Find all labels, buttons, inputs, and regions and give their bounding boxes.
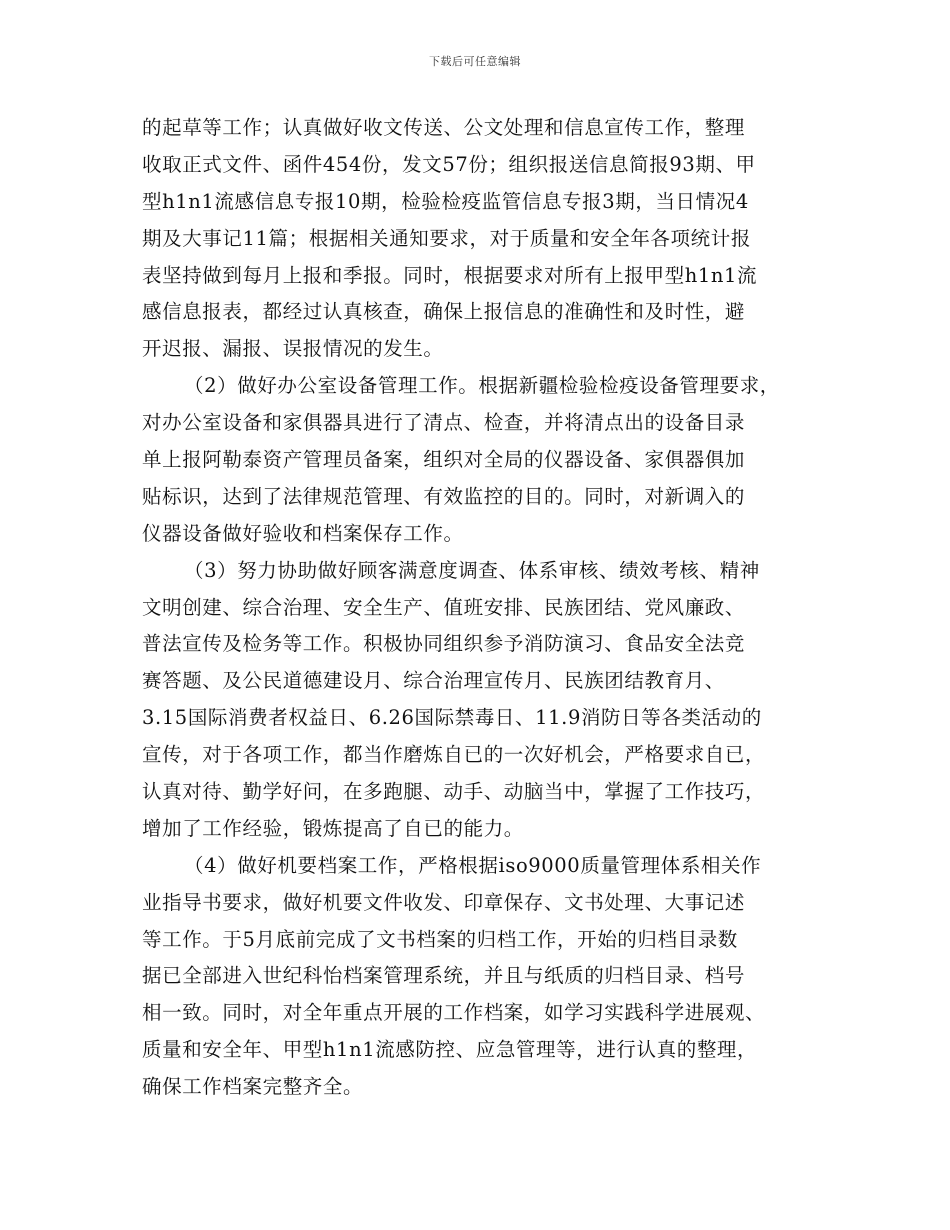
text-line: 质量和安全年、甲型h1n1流感防控、应急管理等，进行认真的整理， <box>142 1038 758 1062</box>
page-header: 下载后可任意编辑 <box>429 55 521 68</box>
document-body <box>142 110 822 1106</box>
text-line: 表坚持做到每月上报和季报。同时，根据要求对所有上报甲型h1n1流 <box>142 263 758 287</box>
text-line: 仪器设备做好验收和档案保存工作。 <box>142 521 464 545</box>
text-line: 贴标识，达到了法律规范管理、有效监控的目的。同时，对新调入的 <box>142 484 746 508</box>
text-line: 开迟报、漏报、误报情况的发生。 <box>142 337 444 361</box>
paragraph-start-line: （3）努力协助做好顾客满意度调查、体系审核、绩效考核、精神 <box>184 558 760 582</box>
paragraph-start-line: （2）做好办公室设备管理工作。根据新疆检验检疫设备管理要求， <box>184 374 780 398</box>
text-line: 3.15国际消费者权益日、6.26国际禁毒日、11.9消防日等各类活动的 <box>142 706 762 730</box>
text-line: 认真对待、勤学好问，在多跑腿、动手、动脑当中，掌握了工作技巧， <box>142 780 766 804</box>
text-line: 确保工作档案完整齐全。 <box>142 1075 364 1099</box>
text-line: 收取正式文件、函件454份，发文57份；组织报送信息简报93期、甲 <box>142 152 756 176</box>
text-line: 增加了工作经验，锻炼提高了自已的能力。 <box>142 816 524 840</box>
text-line: 等工作。于5月底前完成了文书档案的归档工作，开始的归档目录数 <box>142 927 738 951</box>
text-line: 业指导书要求，做好机要文件收发、印章保存、文书处理、大事记述 <box>142 890 746 914</box>
text-line: 型h1n1流感信息专报10期，检验检疫监管信息专报3期，当日情况4 <box>142 189 749 213</box>
text-line: 感信息报表，都经过认真核查，确保上报信息的准确性和及时性，避 <box>142 300 746 324</box>
text-line: 对办公室设备和家俱器具进行了清点、检查，并将清点出的设备目录 <box>142 411 746 435</box>
paragraph-start-line: （4）做好机要档案工作，严格根据iso9000质量管理体系相关作 <box>184 853 762 877</box>
text-line: 宣传，对于各项工作，都当作磨炼自已的一次好机会，严格要求自已， <box>142 743 766 767</box>
text-line: 的起草等工作；认真做好收文传送、公文处理和信息宣传工作，整理 <box>142 116 746 139</box>
text-line: 期及大事记11篇；根据相关通知要求，对于质量和安全年各项统计报 <box>142 226 751 250</box>
text-line: 文明创建、综合治理、安全生产、值班安排、民族团结、党风廉政、 <box>142 595 746 619</box>
text-line: 相一致。同时，对全年重点开展的工作档案，如学习实践科学进展观、 <box>142 1001 766 1025</box>
text-line: 据已全部进入世纪科怡档案管理系统，并且与纸质的归档目录、档号 <box>142 964 746 988</box>
text-line: 赛答题、及公民道德建设月、综合治理宣传月、民族团结教育月、 <box>142 669 725 693</box>
text-line: 单上报阿勒泰资产管理员备案，组织对全局的仪器设备、家俱器俱加 <box>142 448 746 472</box>
text-line: 普法宣传及检务等工作。积极协同组织参予消防演习、食品安全法竞 <box>142 632 746 656</box>
